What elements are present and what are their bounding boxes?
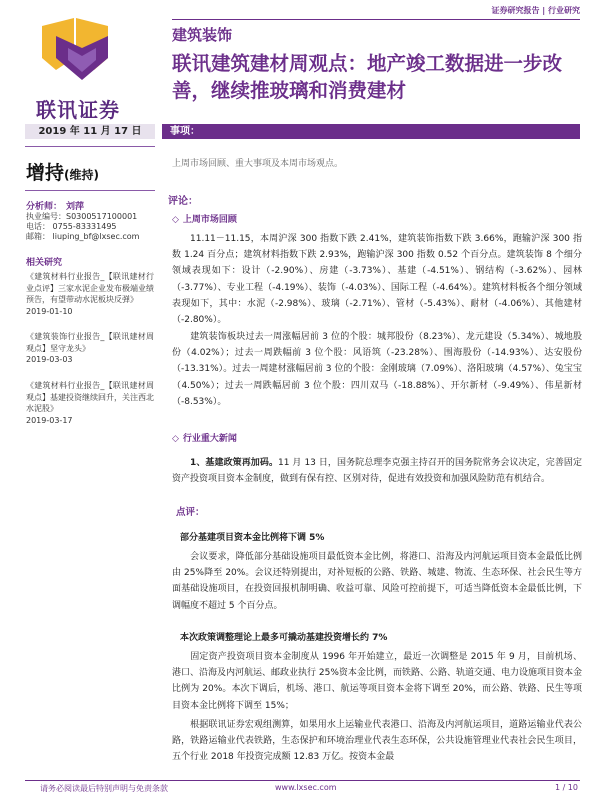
analyst-phone: 电话： 0755-83331495 — [26, 222, 117, 231]
market-text-2: 建筑装饰板块过去一周涨幅居前 3 位的个股：城邦股份（8.23%）、龙元建设（5.34%）、城地股份（4.02%）；过去一周跌幅前 3 位个股：风语筑（-23.28%）、围海股份（-14.93%）、达安股份（-13.31%）。过去一周建材涨幅居前 3 位的个股：金刚玻璃（7.09%）、洛阳玻璃（4.57%）、兔宝宝（4.50%）；过去一周跌幅居前 3 位个股：四川双马（-18.88%）、开尔新材（-9.49%）、伟星新材（-8.53%）。 — [172, 332, 582, 407]
report-title: 联讯建筑建材周观点：地产竣工数据进一步改善，继续推玻璃和消费建材 — [172, 52, 563, 102]
comment-subheading: 点评： — [176, 507, 205, 518]
sidebar-rule — [25, 190, 155, 191]
analyst-email[interactable]: 邮箱： liuping_bf@lxsec.com — [26, 232, 140, 241]
related-item-text: 《建筑材料行业报告_【联讯建材周观点】基建投资继续回升，关注西北水泥股》 — [26, 381, 154, 413]
news-item-1 — [172, 455, 582, 487]
market-review-heading — [172, 212, 237, 225]
key-point-2: 本次政策调整理论上最多可撬动基建投资增长约 7% — [180, 633, 388, 643]
related-item[interactable] — [26, 271, 154, 317]
market-paragraph-2 — [172, 329, 582, 410]
logo-emblem-icon — [42, 18, 122, 90]
key-point-1: 部分基建项目资本金比例将下调 5% — [180, 533, 325, 543]
related-item-date: 2019-03-17 — [26, 415, 73, 425]
news-item-lead: 1、基建政策再加码。 — [190, 458, 279, 468]
company-logo — [34, 18, 126, 128]
rating-sub: (维持) — [64, 168, 99, 182]
industry-news-label: 行业重大新闻 — [182, 434, 237, 444]
logo-text: 联讯证券 — [36, 98, 120, 122]
header-rule — [172, 19, 580, 20]
rating — [26, 158, 99, 185]
related-research-heading: 相关研究 — [26, 258, 63, 268]
comment-heading: 评论： — [168, 196, 198, 207]
news-paragraph-3 — [172, 549, 582, 614]
sector-label: 建筑装饰 — [172, 26, 233, 44]
report-date: 2019 年 11 月 17 日 — [25, 124, 155, 139]
news-item-text: 11 月 13 日，国务院总理李克强主持召开的国务院常务会议决定，完善固定资产投资项目资本金制度，做到有保有控、区别对待，促进有效投资和加强风险防范有机结合。 — [172, 458, 582, 485]
sidebar-rule — [25, 146, 155, 147]
analyst-license: 执业编号：S0300517100001 — [26, 212, 138, 221]
related-item[interactable] — [26, 331, 154, 366]
market-paragraph-1 — [172, 231, 582, 328]
page-number: 1 / 10 — [554, 783, 578, 792]
footer-website-link[interactable]: www.lxsec.com — [275, 783, 337, 792]
news-text-3: 会议要求，降低部分基础设施项目最低资本金比例，将港口、沿海及内河航运项目资本金最低比例由 25%降至 20%。会议还特别提出，对补短板的公路、铁路、城建、物流、生态环保、社会民生等方面基础设施项目，在投资回报机制明确、收益可靠、风险可控前提下，可适当降低资本金最低比例，下调幅度不超过 5 个百分点。 — [172, 552, 582, 611]
news-paragraph-5 — [172, 717, 582, 766]
related-item-text: 《建筑装饰行业报告_【联讯建材周观点】坚守龙头》 — [26, 332, 154, 353]
footer-rule — [25, 780, 580, 781]
market-review-label: 上周市场回顾 — [182, 215, 237, 225]
analyst-name: 刘萍 — [66, 202, 85, 212]
market-text-1: 11.11－11.15，本周沪深 300 指数下跌 2.41%，建筑装饰指数下跌 3.66%，跑输沪深 300 指数 1.24 百分点；建筑材料指数下跌 2.93%，跑输沪深 300 指数 0.52 个百分点。建筑装饰 8 个细分领域表现如下：设计（-2.90%）、房建（-3.73%）、基建（-4.51%）、钢结构（-3.62%）、园林（-3.77%）、专业工程（-4.19%）、装饰（-4.03%）、国际工程（-4.64%）。建筑材料板各个细分领域表现如下，其中：水泥（-2.98%）、玻璃（-2.71%）、管材（-5.43%）、耐材（-4.06%）、其他建材（-2.80%）。 — [172, 234, 582, 326]
rating-value: 增持 — [26, 162, 65, 184]
related-item-text: 《建筑材料行业报告_【联讯建材行业点评】三家水泥企业发布极端业绩预告，有望带动水泥板块反弹》 — [26, 272, 154, 304]
events-heading: 事项： — [162, 124, 580, 139]
news-text-5: 根据联讯证券宏观组测算，如果用水上运输业代表港口、沿海及内河航运项目，道路运输业代表公路，铁路运输业代表铁路，生态保护和环境治理业代表生态环保，公共设施管理业代表社会民生项目，五个行业 2018 年投资完成额 12.83 万亿。按资本金最 — [172, 720, 582, 763]
diamond-bullet-icon: ◇ — [172, 434, 179, 444]
news-text-4: 固定资产投资项目资本金制度从 1996 年开始建立，最近一次调整是 2015 年 9 月，目前机场、港口、沿海及内河航运、邮政业执行 25%资本金比例，而铁路、公路、轨道交通、电力设施项目资本金比例为 20%。本次下调后，机场、港口、航运等项目资本金将下调至 20%，而公路、铁路、民生等项目资本金比例将下调至 15%； — [172, 652, 582, 711]
related-item-date: 2019-03-03 — [26, 355, 73, 364]
related-item-date: 2019-01-10 — [26, 306, 73, 316]
analyst-label: 分析师： — [26, 202, 63, 212]
diamond-bullet-icon: ◇ — [172, 215, 179, 225]
events-summary: 上周市场回顾、重大事项及本周市场观点。 — [172, 159, 344, 169]
industry-news-heading — [172, 431, 237, 444]
report-type-tag: 证券研究报告 | 行业研究 — [491, 6, 580, 15]
related-item[interactable] — [26, 380, 154, 426]
news-paragraph-4 — [172, 649, 582, 714]
footer-disclaimer: 请务必阅读最后特别声明与免责条款 — [40, 784, 168, 793]
